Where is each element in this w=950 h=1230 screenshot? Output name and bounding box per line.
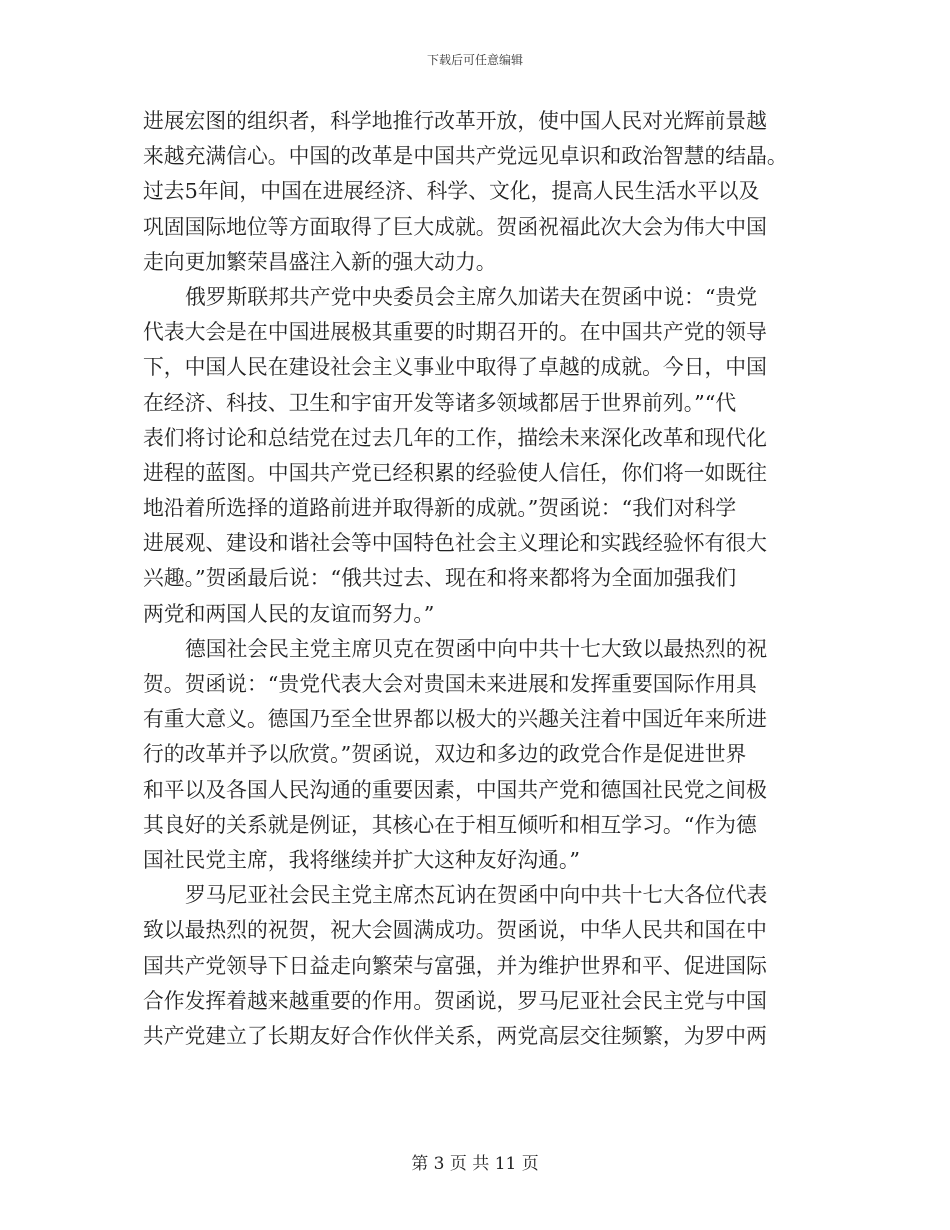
text-line: 巩固国际地位等方面取得了巨大成就。贺函祝福此次大会为伟大中国 [143,214,767,239]
text-line: 兴趣。”贺函最后说：“俄共过去、现在和将来都将为全面加强我们 [143,566,737,591]
page-header: 下载后可任意编辑 [426,53,523,67]
text-line: 致以最热烈的祝贺，祝大会圆满成功。贺函说，中华人民共和国在中 [143,918,767,943]
text-line: 其良好的关系就是例证，其核心在于相互倾听和相互学习。“作为德 [143,812,757,837]
text-line: 进展观、建设和谐社会等中国特色社会主义理论和实践经验怀有很大 [143,531,767,556]
paragraph-start-line: 德国社会民主党主席贝克在贺函中向中共十七大致以最热烈的祝 [185,636,768,661]
text-line: 表们将讨论和总结党在过去几年的工作，描绘未来深化改革和现代化 [143,425,767,450]
page-number: 第 3 页 共 11 页 [411,1154,539,1174]
text-line: 在经济、科技、卫生和宇宙开发等诸多领域都居于世界前列。”“代 [143,390,737,415]
text-line: 贺。贺函说：“贵党代表大会对贵国未来进展和发挥重要国际作用具 [143,672,757,696]
paragraph-start-line: 俄罗斯联邦共产党中央委员会主席久加诺夫在贺函中说：“贵党 [185,284,758,309]
text-line: 走向更加繁荣昌盛注入新的强大动力。 [143,249,497,274]
text-line: 进程的蓝图。中国共产党已经积累的经验使人信任，你们将一如既往 [143,460,767,485]
text-line: 合作发挥着越来越重要的作用。贺函说，罗马尼亚社会民主党与中国 [143,988,767,1013]
paragraph-start-line: 罗马尼亚社会民主党主席杰瓦讷在贺函中向中共十七大各位代表 [185,883,768,908]
text-line: 共产党建立了长期友好合作伙伴关系，两党高层交往频繁，为罗中两 [143,1023,767,1048]
text-line: 两党和两国人民的友谊而努力。” [143,601,435,626]
text-line: 有重大意义。德国乃至全世界都以极大的兴趣关注着中国近年来所进 [143,707,767,732]
text-line: 国共产党领导下日益走向繁荣与富强，并为维护世界和平、促进国际 [143,953,767,978]
text-line: 下，中国人民在建设社会主义事业中取得了卓越的成就。今日，中国 [143,355,767,380]
text-line: 代表大会是在中国进展极其重要的时期召开的。在中国共产党的领导 [143,320,767,345]
text-line: 进展宏图的组织者，科学地推行改革开放，使中国人民对光辉前景越 [143,109,767,133]
text-line: 地沿着所选择的道路前进并取得新的成就。”贺函说：“我们对科学 [143,496,737,521]
text-line: 国社民党主席，我将继续并扩大这种友好沟通。” [143,847,580,872]
document-body [143,104,799,1054]
text-line: 和平以及各国人民沟通的重要因素，中国共产党和德国社民党之间极 [143,777,767,802]
text-line: 来越充满信心。中国的改革是中国共产党远见卓识和政治智慧的结晶。 [143,144,788,169]
text-line: 行的改革并予以欣赏。”贺函说，双边和多边的政党合作是促进世界 [143,742,747,767]
text-line: 过去5年间，中国在进展经济、科学、文化，提高人民生活水平以及 [143,179,760,204]
